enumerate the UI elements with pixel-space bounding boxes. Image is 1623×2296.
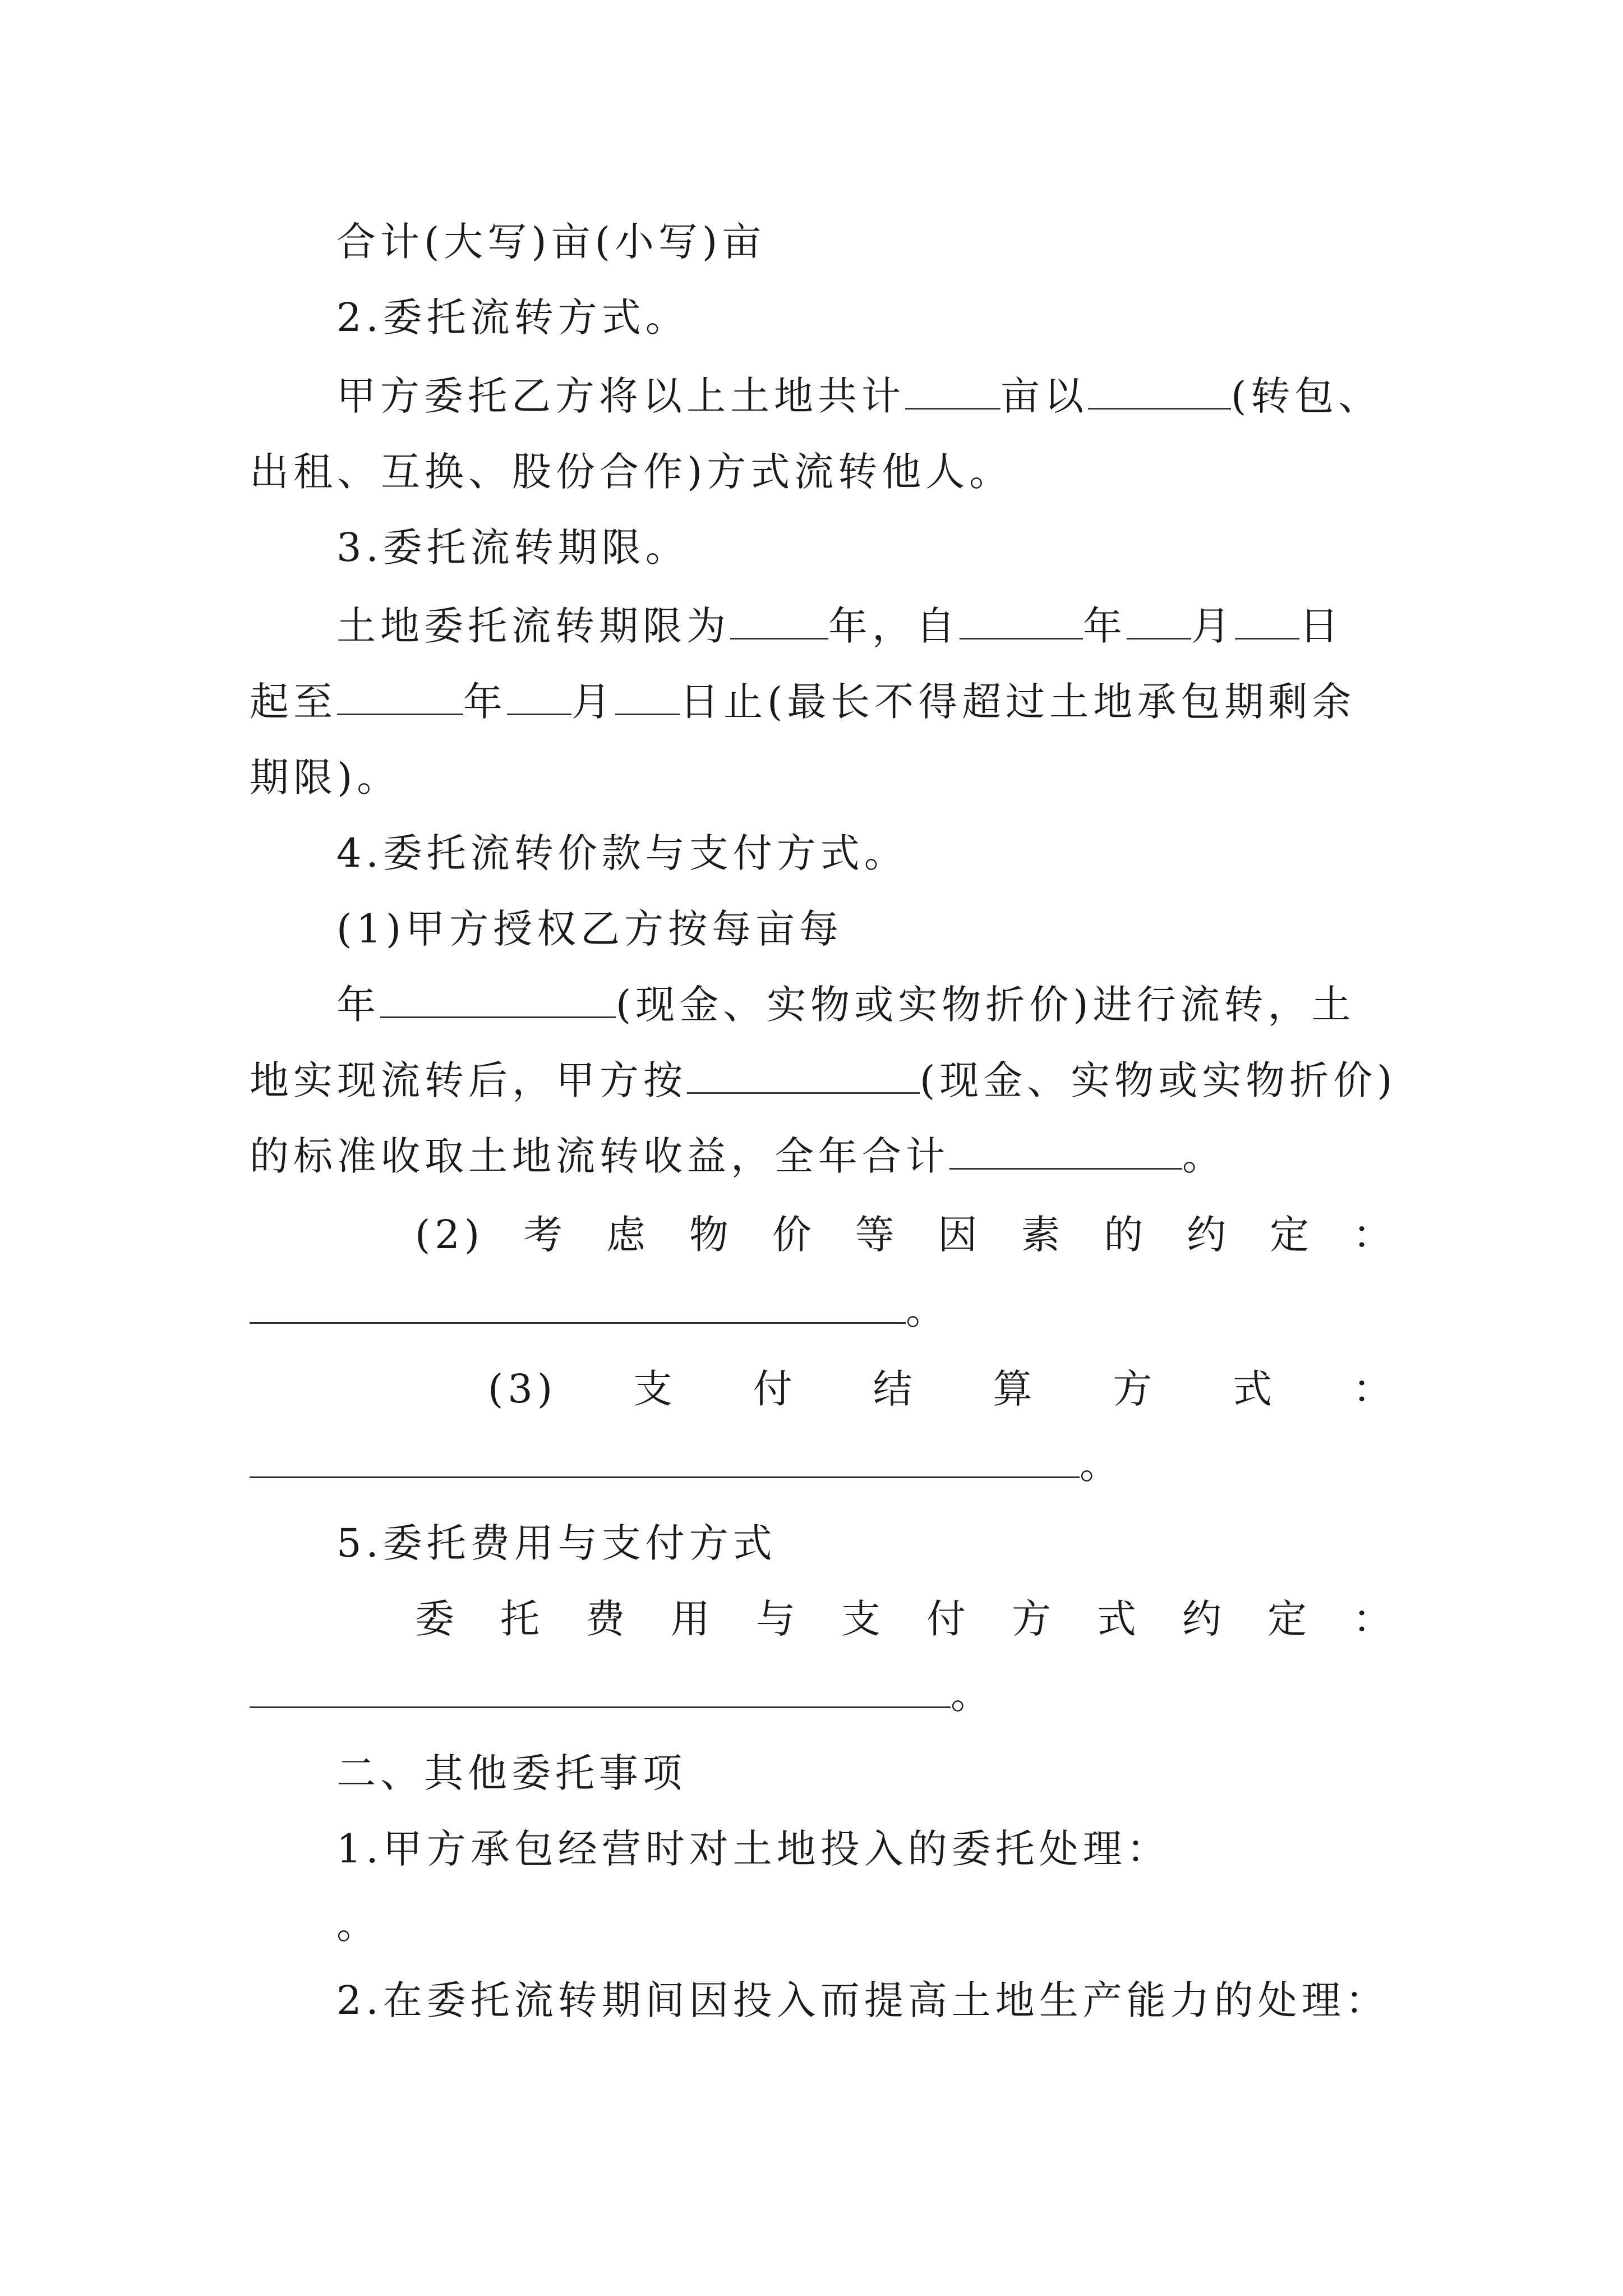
text-line-term-cont: 起至 年 月 日止(最长不得超过土地承包期剩余: [250, 679, 1356, 725]
section-heading-fee: 5.委托费用与支付方式: [336, 1520, 777, 1566]
text-line-price-1: (1)甲方授权乙方按每亩每: [336, 906, 843, 952]
text-line-price-2: 年 (现金、实物或实物折价)进行流转，土: [336, 982, 1355, 1028]
blank-field[interactable]: [1127, 603, 1191, 639]
text-line-other-1-end: 。: [336, 1902, 380, 1948]
text-line-settlement-blank: 。: [250, 1439, 1123, 1490]
blank-field[interactable]: [250, 1442, 1080, 1478]
blank-field[interactable]: [1235, 603, 1299, 639]
text-line-other-1: 1.甲方承包经营时对土地投入的委托处理：: [336, 1826, 1170, 1872]
text-line-settlement: (3) 支 付 结 算 方 式 ：: [488, 1366, 1396, 1412]
blank-field[interactable]: [960, 603, 1083, 639]
section-heading-term: 3.委托流转期限。: [336, 524, 689, 570]
text-line-price-4: 的标准收取土地流转收益，全年合计 。: [250, 1133, 1226, 1179]
text-line-price-3: 地实现流转后，甲方按 (现金、实物或实物折价): [250, 1057, 1397, 1103]
text-line-method: 甲方委托乙方将以上土地共计 亩以 (转包、: [336, 373, 1382, 419]
blank-field[interactable]: [687, 1057, 920, 1094]
blank-field[interactable]: [949, 1133, 1182, 1170]
text-line-fee: 委 托 费 用 与 支 付 方 式 约 定 ：: [415, 1596, 1396, 1642]
text-line-other-2: 2.在委托流转期间因投入而提高土地生产能力的处理：: [336, 1977, 1389, 2023]
blank-field[interactable]: [730, 603, 828, 639]
text-line-term: 土地委托流转期限为 年，自 年 月 日: [336, 603, 1343, 649]
text-line-price-factors: (2) 考 虑 物 价 等 因 素 的 约 定 ：: [415, 1212, 1396, 1258]
text-line-total: 合计(大写)亩(小写)亩: [336, 219, 766, 265]
blank-field[interactable]: [250, 1672, 951, 1708]
text-line-price-factors-blank: 。: [250, 1285, 949, 1336]
blank-field[interactable]: [507, 679, 571, 715]
section-heading-price: 4.委托流转价款与支付方式。: [336, 830, 908, 876]
blank-field[interactable]: [250, 1287, 906, 1324]
blank-field[interactable]: [905, 373, 1000, 409]
blank-field[interactable]: [1088, 373, 1231, 409]
blank-field[interactable]: [380, 982, 616, 1018]
blank-field[interactable]: [615, 679, 680, 715]
text-line-method-cont: 出租、互换、股份合作)方式流转他人。: [250, 449, 1013, 495]
text-line-term-end: 期限)。: [250, 754, 401, 800]
section-heading-other: 二、其他委托事项: [336, 1750, 686, 1796]
section-heading-method: 2.委托流转方式。: [336, 295, 689, 341]
text-line-fee-blank: 。: [250, 1669, 994, 1720]
blank-field[interactable]: [337, 679, 463, 715]
